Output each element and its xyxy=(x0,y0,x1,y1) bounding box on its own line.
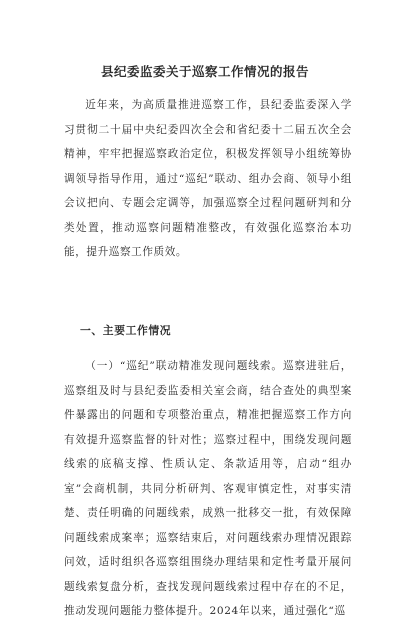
section-paragraph: （一）“巡纪”联动精准发现问题线索。巡察进驻后，巡察组及时与县纪委监委相关室会商，结合查处的典型案件暴露出的问题和专项整治重点，精准把握巡察工作方向有效提升巡察监督的针对性；巡察过程中，围绕发现问题线索的底稿支撑、性质认定、条款适用等，启动“组办室”会商机制，共同分析研判、客观审慎定性，对事实清楚、责任明确的问题线索，成熟一批移交一批，有效保障问题线索成案率；巡察结束后，对问题线索办理情况跟踪问效，适时组织各巡察组围绕办理结果和定性考量开展问题线索复盘分析，查找发现问题线索过程中存在的不足，推动发现问题能力整体提升。2024年以来，通过强化“巡 xyxy=(64,360,352,617)
document-title: 县纪委监委关于巡察工作情况的报告 xyxy=(100,64,309,79)
section-heading: 一、主要工作情况 xyxy=(80,324,172,337)
intro-paragraph: 近年来，为高质量推进巡察工作，县纪委监委深入学习贯彻二十届中央纪委四次全会和省纪委十二届五次全会精神，牢牢把握巡察政治定位，积极发挥领导小组统筹协调领导指导作用，通过“巡纪”联动、组办会商、领导小组会议把向、专题会定调等，加强巡察全过程问题研判和分类处置，推动巡察问题精准整改，有效强化巡察治本功能，提升巡察工作质效。 xyxy=(64,99,352,258)
